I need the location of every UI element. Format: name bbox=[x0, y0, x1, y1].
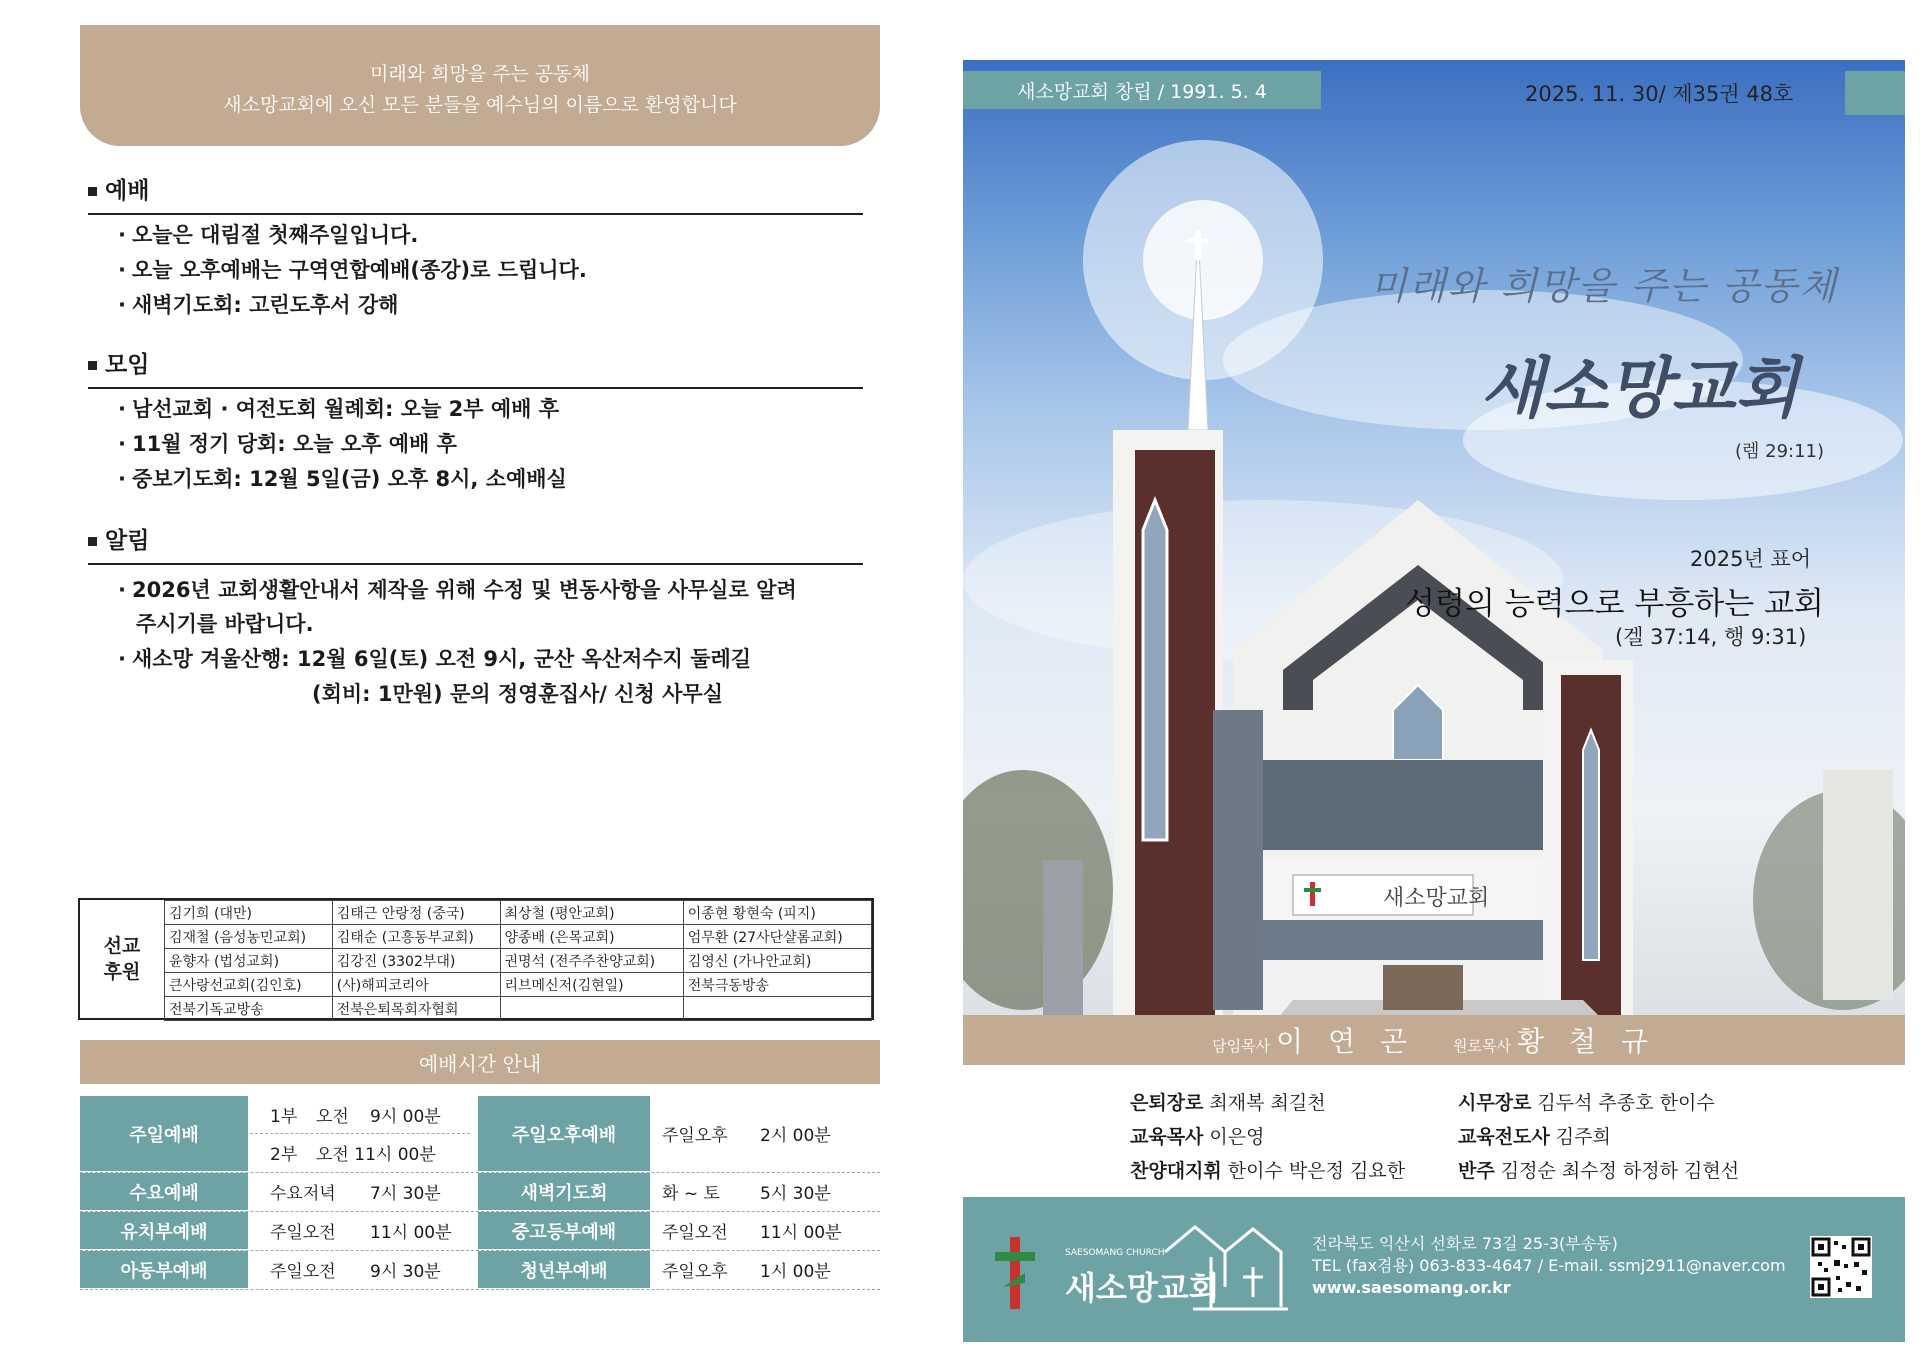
table-cell: 권명석 (전주주찬양교회) bbox=[500, 949, 683, 973]
logo-korean-text: 새소망교회 bbox=[1065, 1269, 1220, 1307]
slogan-reference: (렘 29:11) bbox=[1735, 441, 1825, 462]
welcome-line-2: 새소망교회에 오신 모든 분들을 예수님의 이름으로 환영합니다 bbox=[223, 94, 737, 116]
list-item: · 새소망 겨울산행: 12월 6일(토) 오전 9시, 군산 옥산저수지 둘레길 bbox=[118, 647, 752, 671]
table-row bbox=[80, 1251, 880, 1290]
table-cell: 양종배 (은목교회) bbox=[500, 925, 683, 949]
motto-text: 성령의 능력으로 부흥하는 교회 bbox=[1405, 586, 1824, 622]
schedule-category: 새벽기도회 bbox=[478, 1173, 650, 1210]
service-part: 2부 bbox=[270, 1145, 298, 1165]
list-item: · 오늘은 대림절 첫째주일입니다. bbox=[118, 223, 419, 247]
motto-year: 2025년 표어 bbox=[1690, 547, 1811, 571]
table-row bbox=[165, 973, 872, 997]
staff-active-elders: 시무장로 김두석 추종호 한이수 bbox=[1458, 1092, 1715, 1114]
list-item-continuation: 주시기를 바랍니다. bbox=[136, 612, 314, 636]
list-item: · 남선교회 · 여전도회 월례회: 오늘 2부 예배 후 bbox=[118, 397, 560, 421]
service-time: 11시 00분 bbox=[760, 1223, 842, 1243]
slogan-subtitle: 미래와 희망을 주는 공동체 bbox=[1370, 264, 1839, 308]
service-time: 7시 30분 bbox=[370, 1184, 441, 1204]
phone-email: TEL (fax겸용) 063-833-4647 / E-mail. ssmj2911@naver.com bbox=[1312, 1256, 1786, 1275]
table-cell: 김영신 (가나안교회) bbox=[683, 949, 871, 973]
service-day: 주일오전 bbox=[270, 1223, 336, 1243]
staff-accompanists: 반주 김정순 최수정 하정하 김현선 bbox=[1458, 1160, 1740, 1182]
corner-accent bbox=[1845, 71, 1905, 115]
table-cell: 리브메신저(김현일) bbox=[500, 973, 683, 997]
table-cell: 큰사랑선교회(김인호) bbox=[165, 973, 333, 997]
website-link[interactable]: www.saesomang.or.kr bbox=[1312, 1278, 1511, 1297]
address: 전라북도 익산시 선화로 73길 25-3(부송동) bbox=[1312, 1234, 1618, 1253]
issue-date: 2025. 11. 30/ 제35권 48호 bbox=[1525, 82, 1794, 106]
service-day: 주일오전 bbox=[270, 1262, 336, 1282]
table-cell: 김태순 (고흥동부교회) bbox=[332, 925, 500, 949]
list-item: · 오늘 오후예배는 구역연합예배(종강)로 드립니다. bbox=[118, 258, 587, 282]
church-sign-text: 새소망교회 bbox=[1383, 886, 1490, 911]
table-cell bbox=[683, 997, 871, 1021]
list-item-continuation: (회비: 1만원) 문의 정영훈집사/ 신청 사무실 bbox=[312, 682, 724, 706]
founding-badge: 새소망교회 창립 / 1991. 5. 4 bbox=[963, 71, 1321, 109]
service-day: 주일오전 bbox=[662, 1223, 728, 1243]
staff-education-evangelist: 교육전도사 김주희 bbox=[1458, 1126, 1611, 1148]
service-time: 9시 00분 bbox=[370, 1107, 441, 1127]
mission-support-table bbox=[78, 898, 874, 1020]
table-cell bbox=[500, 997, 683, 1021]
table-row bbox=[80, 1212, 880, 1251]
square-bullet-icon bbox=[88, 361, 97, 370]
table-row bbox=[165, 997, 872, 1021]
staff-retired-elders: 은퇴장로 최재복 최길천 bbox=[1130, 1092, 1326, 1114]
list-item: · 새벽기도회: 고린도후서 강해 bbox=[118, 293, 399, 317]
motto-reference: (겔 37:14, 행 9:31) bbox=[1615, 625, 1807, 649]
table-row bbox=[165, 925, 872, 949]
logo-english-text: SAESOMANG CHURCH bbox=[1065, 1248, 1165, 1258]
table-row bbox=[80, 1173, 880, 1212]
schedule-category: 주일예배 bbox=[80, 1096, 248, 1171]
service-time-label: 오전 bbox=[316, 1107, 349, 1127]
service-part: 1부 bbox=[270, 1107, 298, 1127]
table-cell: 엄무환 (27사단샬롬교회) bbox=[683, 925, 871, 949]
service-day: 주일오후 bbox=[662, 1262, 728, 1282]
pastors-bar bbox=[963, 1015, 1905, 1065]
qr-code-icon[interactable] bbox=[1810, 1236, 1872, 1298]
schedule-table bbox=[80, 1096, 880, 1290]
table-cell: 이종현 황현숙 (피지) bbox=[683, 901, 871, 925]
table-cell: 윤향자 (법성교회) bbox=[165, 949, 333, 973]
schedule-category: 아동부예배 bbox=[80, 1251, 248, 1288]
mission-grid bbox=[164, 900, 872, 1021]
table-row bbox=[80, 1096, 880, 1173]
service-time: 2시 00분 bbox=[760, 1126, 831, 1146]
table-cell: 전북은퇴목회자협회 bbox=[332, 997, 500, 1021]
table-cell: 김재철 (음성농민교회) bbox=[165, 925, 333, 949]
schedule-title: 예배시간 안내 bbox=[80, 1040, 880, 1084]
schedule-category: 수요예배 bbox=[80, 1173, 248, 1210]
section-title-worship: 예배 bbox=[88, 172, 863, 215]
staff-choir-conductors: 찬양대지휘 한이수 박은정 김요한 bbox=[1130, 1160, 1406, 1182]
schedule-category: 중고등부예배 bbox=[478, 1212, 650, 1249]
row-divider bbox=[250, 1133, 470, 1134]
square-bullet-icon bbox=[88, 537, 97, 546]
service-time: 9시 30분 bbox=[370, 1262, 441, 1282]
table-row bbox=[165, 901, 872, 925]
service-day: 화 ~ 토 bbox=[662, 1184, 720, 1204]
service-time: 11시 00분 bbox=[370, 1223, 452, 1243]
list-item: · 2026년 교회생활안내서 제작을 위해 수정 및 변동사항을 사무실로 알려 bbox=[118, 578, 797, 602]
service-day: 주일오후 bbox=[662, 1126, 728, 1146]
square-bullet-icon bbox=[88, 187, 97, 196]
table-cell: 전북기독교방송 bbox=[165, 997, 333, 1021]
list-item: · 중보기도회: 12월 5일(금) 오후 8시, 소예배실 bbox=[118, 467, 567, 491]
mission-label: 선교 후원 bbox=[80, 900, 165, 1018]
schedule-category: 청년부예배 bbox=[478, 1251, 650, 1288]
table-cell: 김태근 안랑정 (중국) bbox=[332, 901, 500, 925]
service-day: 수요저녁 bbox=[270, 1184, 336, 1204]
table-cell: 최상철 (평안교회) bbox=[500, 901, 683, 925]
table-cell: 김기희 (대만) bbox=[165, 901, 333, 925]
section-title-meetings: 모임 bbox=[88, 346, 863, 389]
staff-education-pastor: 교육목사 이은영 bbox=[1130, 1126, 1265, 1148]
contact-info bbox=[1312, 1233, 1786, 1299]
table-row bbox=[165, 949, 872, 973]
table-cell: (사)해피코리아 bbox=[332, 973, 500, 997]
table-cell: 전북극동방송 bbox=[683, 973, 871, 997]
section-title-notices: 알림 bbox=[88, 522, 863, 565]
service-time: 1시 00분 bbox=[760, 1262, 831, 1282]
service-time: 오전 11시 00분 bbox=[316, 1145, 436, 1165]
table-cell: 김강진 (3302부대) bbox=[332, 949, 500, 973]
church-name-title: 새소망교회 bbox=[1480, 349, 1799, 427]
welcome-line-1: 미래와 희망을 주는 공동체 bbox=[369, 63, 590, 85]
schedule-category: 주일오후예배 bbox=[478, 1096, 650, 1171]
senior-pastor: 담임목사 이 연 곤 bbox=[1212, 1025, 1415, 1058]
schedule-category: 유치부예배 bbox=[80, 1212, 248, 1249]
emeritus-pastor: 원로목사 황 철 규 bbox=[1453, 1025, 1656, 1058]
list-item: · 11월 정기 당회: 오늘 오후 예배 후 bbox=[118, 432, 457, 456]
service-time: 5시 30분 bbox=[760, 1184, 831, 1204]
welcome-banner bbox=[80, 25, 880, 146]
